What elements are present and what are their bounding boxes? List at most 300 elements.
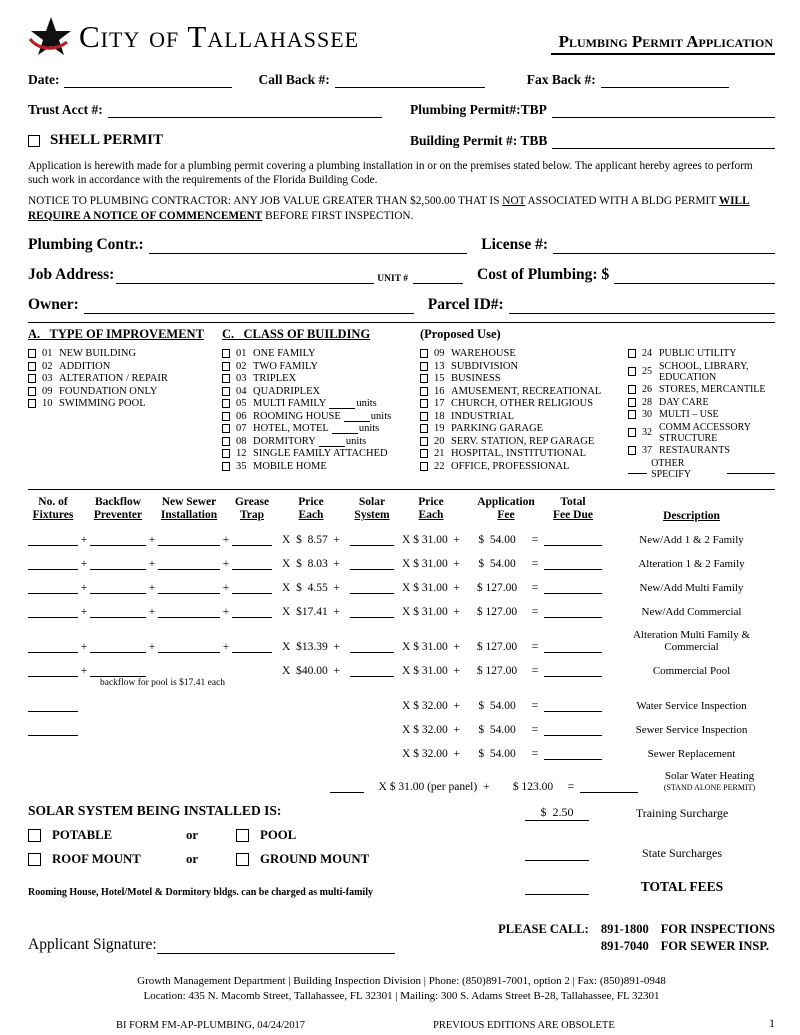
application-fee-value: $ 127.00: [476, 606, 518, 618]
license-label: License #:: [481, 236, 548, 253]
city-brand: [28, 16, 359, 58]
solar-price-value: X $ 31.00 +: [402, 665, 460, 677]
roof-mount-label: ROOF MOUNT: [52, 852, 141, 866]
job-address-label: Job Address:: [28, 266, 115, 283]
fee-description: Sewer Service Inspection: [635, 724, 748, 736]
fee-row-service: [28, 747, 775, 760]
application-fee-value: $ 54.00: [478, 558, 516, 570]
building-item[interactable]: 08 DORMITORY units: [222, 436, 420, 447]
backflow-blank[interactable]: [90, 664, 146, 677]
solar-price-value: X $ 31.00 +: [402, 641, 460, 653]
contractor-notice: NOTICE TO PLUMBING CONTRACTOR: ANY JOB VALUE GREATER THAN $2,500.00 THAT IS NOT ASSOCIATED WITH A BLDG PERMIT WILL REQUIRE A NOTICE OF COMMENCEMENT BEFORE FIRST INSPECTION.: [28, 195, 750, 222]
unit-line[interactable]: [413, 271, 463, 284]
price-each-value: X $ 8.03 +: [282, 558, 340, 570]
price-each-value: X $40.00 +: [282, 665, 340, 677]
equals-sign: =: [531, 582, 539, 594]
fixtures-blank[interactable]: [28, 557, 78, 570]
backflow-blank[interactable]: [90, 557, 146, 570]
use-item[interactable]: 17 CHURCH, OTHER RELIGIOUS: [420, 398, 628, 409]
sewer-blank[interactable]: [158, 533, 220, 546]
equals-sign: =: [567, 781, 575, 793]
col-sewer: New Sewer Installation: [160, 496, 218, 521]
item-checkbox[interactable]: [222, 437, 230, 446]
application-fee-value: $ 54.00: [478, 700, 516, 712]
solar-price-value: X $ 31.00 +: [402, 534, 460, 546]
surcharges-column: [460, 803, 775, 898]
fee-row-solar-heating: [28, 771, 775, 793]
fee-description: Commercial Pool: [652, 665, 731, 677]
item-checkbox[interactable]: [28, 374, 36, 383]
fee-row: [28, 557, 775, 570]
solar-system-section: [28, 803, 460, 898]
footer-line-2: Location: 435 N. Macomb Street, Tallahassee, FL 32301 | Mailing: 300 S. Adams Street B-28, Tallahassee, FL 32301: [143, 990, 660, 1002]
solar-blank[interactable]: [350, 557, 394, 570]
plus-sign: +: [148, 606, 156, 618]
panel-count-blank[interactable]: [330, 780, 364, 793]
item-checkbox[interactable]: [628, 349, 636, 358]
grease-blank[interactable]: [232, 581, 272, 594]
faxback-label: Fax Back #:: [526, 72, 596, 87]
item-checkbox[interactable]: [628, 385, 636, 394]
other-specify-blank[interactable]: [727, 464, 775, 474]
please-call-block: [498, 922, 775, 954]
item-checkbox[interactable]: [28, 387, 36, 396]
fee-row-service: [28, 723, 775, 736]
price-each-value: X $ 4.55 +: [282, 582, 340, 594]
price-each-value: X $ 8.57 +: [282, 534, 340, 546]
trust-acct-line[interactable]: [108, 105, 382, 118]
plus-sign: +: [148, 582, 156, 594]
sewer-blank[interactable]: [158, 605, 220, 618]
fee-description: New/Add 1 & 2 Family: [639, 534, 744, 546]
col-grease: Grease Trap: [234, 496, 270, 521]
units-field: units: [344, 411, 391, 422]
fee-row: [28, 581, 775, 594]
solar-blank[interactable]: [350, 664, 394, 677]
use-item[interactable]: 13 SUBDIVISION: [420, 361, 628, 372]
building-permit-line[interactable]: [552, 136, 775, 149]
sewer-phone: 891-7040: [600, 939, 649, 953]
plus-sign: +: [80, 582, 88, 594]
equals-sign: =: [531, 558, 539, 570]
building-column: [222, 348, 420, 481]
use-item[interactable]: 30 MULTI – USE: [628, 409, 775, 420]
top-row-1: [28, 72, 775, 88]
fixtures-blank[interactable]: [28, 581, 78, 594]
building-item[interactable]: 03 TRIPLEX: [222, 373, 420, 384]
total-fee-blank[interactable]: [544, 533, 602, 546]
solar-price-value: X $ 31.00 +: [402, 558, 460, 570]
improvement-item[interactable]: 09 FOUNDATION ONLY: [28, 386, 222, 397]
fixtures-blank[interactable]: [28, 640, 78, 653]
other-specify-item[interactable]: [628, 458, 775, 480]
building-item[interactable]: 01 ONE FAMILY: [222, 348, 420, 359]
plus-sign: +: [80, 641, 88, 653]
item-checkbox[interactable]: [420, 437, 428, 446]
ground-mount-checkbox[interactable]: [236, 853, 249, 866]
col-application-fee: Application Fee: [477, 496, 535, 521]
price-each-value: X $17.41 +: [282, 606, 340, 618]
backflow-blank[interactable]: [90, 640, 146, 653]
state-surcharges-row: [460, 846, 775, 861]
equals-sign: =: [531, 724, 539, 736]
units-blank[interactable]: [319, 437, 345, 447]
total-fees-row: [460, 879, 775, 895]
fee-row: [28, 605, 775, 618]
section-c-title: C. CLASS OF BUILDING: [222, 327, 371, 341]
item-checkbox[interactable]: [628, 446, 636, 455]
plus-sign: +: [148, 534, 156, 546]
col-price-each: Price Each: [298, 496, 324, 521]
plus-sign: +: [80, 606, 88, 618]
form-id-row: [28, 1016, 775, 1031]
item-checkbox[interactable]: [222, 462, 230, 471]
price-each-value: X $ 32.00 +: [402, 748, 460, 760]
bottom-region: [28, 803, 775, 898]
grease-blank[interactable]: [232, 557, 272, 570]
faxback-line[interactable]: [601, 75, 729, 88]
quantity-blank[interactable]: [28, 723, 78, 736]
price-each-value: X $ 31.00 (per panel) +: [378, 781, 490, 793]
plus-sign: +: [222, 606, 230, 618]
total-fee-blank[interactable]: [544, 664, 602, 677]
col-fixtures: No. of Fixtures: [32, 496, 74, 521]
callback-label: Call Back #:: [258, 72, 330, 87]
item-checkbox[interactable]: [222, 449, 230, 458]
fee-rows: [28, 533, 775, 653]
plumbing-contr-line[interactable]: [149, 241, 468, 254]
training-surcharge-row: [460, 805, 775, 821]
footer: [28, 974, 775, 1004]
equals-sign: =: [531, 534, 539, 546]
plus-sign: +: [222, 582, 230, 594]
classification-grid: [28, 348, 775, 481]
item-checkbox[interactable]: [222, 424, 230, 433]
quantity-blank[interactable]: [28, 699, 78, 712]
pool-backflow-note: backflow for pool is $17.41 each: [100, 678, 226, 688]
item-checkbox[interactable]: [28, 399, 36, 408]
trust-acct-label: Trust Acct #:: [28, 102, 103, 117]
plus-sign: +: [222, 641, 230, 653]
proposed-use-title: (Proposed Use): [420, 327, 501, 341]
top-row-3: [28, 132, 775, 149]
classification-titles: [28, 327, 775, 342]
plus-sign: +: [80, 534, 88, 546]
application-fee-value: $ 123.00: [512, 781, 554, 793]
building-item[interactable]: 12 SINGLE FAMILY ATTACHED: [222, 448, 420, 459]
backflow-blank[interactable]: [90, 581, 146, 594]
form-id: BI FORM FM-AP-PLUMBING, 04/24/2017: [116, 1020, 306, 1031]
item-checkbox[interactable]: [222, 412, 230, 421]
item-checkbox[interactable]: [420, 412, 428, 421]
total-fee-blank[interactable]: [544, 605, 602, 618]
item-checkbox[interactable]: [222, 374, 230, 383]
stand-alone-note: (STAND ALONE PERMIT): [663, 783, 756, 792]
item-checkbox[interactable]: [420, 349, 428, 358]
application-fee-value: $ 54.00: [478, 534, 516, 546]
use-item[interactable]: 37 RESTAURANTS: [628, 445, 775, 456]
price-each-value: X $ 32.00 +: [402, 700, 460, 712]
grease-blank[interactable]: [232, 533, 272, 546]
plumbing-permit-label: Plumbing Permit#:TBP: [410, 102, 547, 117]
fee-row-service: [28, 699, 775, 712]
application-fee-value: $ 127.00: [476, 665, 518, 677]
item-checkbox[interactable]: [420, 362, 428, 371]
shell-permit-label: SHELL PERMIT: [50, 132, 163, 148]
license-line[interactable]: [553, 241, 775, 254]
item-checkbox[interactable]: [628, 410, 636, 419]
solar-price-value: X $ 31.00 +: [402, 606, 460, 618]
use-item[interactable]: 22 OFFICE, PROFESSIONAL: [420, 461, 628, 472]
units-field: units: [329, 398, 376, 409]
item-checkbox[interactable]: [420, 399, 428, 408]
total-fee-blank[interactable]: [544, 640, 602, 653]
col-total-fee-due: Total Fee Due: [553, 496, 593, 521]
total-fee-blank[interactable]: [544, 581, 602, 594]
pool-option[interactable]: [236, 828, 296, 843]
use-column-1: [420, 348, 628, 481]
item-checkbox[interactable]: [222, 399, 230, 408]
ground-mount-label: GROUND MOUNT: [260, 852, 370, 866]
price-each-value: X $13.39 +: [282, 641, 340, 653]
sewer-blank[interactable]: [158, 581, 220, 594]
job-address-row: [28, 266, 775, 284]
item-checkbox[interactable]: [222, 349, 230, 358]
signature-section: [28, 922, 775, 954]
plus-sign: +: [80, 558, 88, 570]
plus-sign: +: [222, 558, 230, 570]
owner-row: [28, 296, 775, 314]
fixtures-blank[interactable]: [28, 664, 78, 677]
city-title: City of Tallahassee: [79, 19, 360, 54]
section-a-title: A. TYPE OF IMPROVEMENT: [28, 327, 204, 341]
improvement-item[interactable]: 01 NEW BUILDING: [28, 348, 222, 359]
cost-label: Cost of Plumbing: $: [477, 266, 610, 283]
building-item[interactable]: 07 HOTEL, MOTEL units: [222, 423, 420, 434]
plus-sign: +: [222, 534, 230, 546]
use-item[interactable]: 24 PUBLIC UTILITY: [628, 348, 775, 359]
item-checkbox[interactable]: [222, 387, 230, 396]
fee-description: Water Service Inspection: [636, 700, 747, 712]
plumbing-permit-line[interactable]: [552, 105, 775, 118]
unit-label: UNIT #: [377, 274, 408, 284]
divider: [28, 322, 775, 323]
contractor-row: [28, 236, 775, 254]
fee-description: Alteration 1 & 2 Family: [638, 558, 745, 570]
col-description: Description: [663, 510, 720, 522]
application-fee-value: $ 127.00: [476, 582, 518, 594]
total-fee-blank[interactable]: [544, 747, 602, 760]
units-blank[interactable]: [329, 399, 355, 409]
signature-line[interactable]: [157, 941, 395, 954]
service-rows: [28, 699, 775, 760]
footer-line-1: Growth Management Department | Building Inspection Division | Phone: (850)891-7001, option 2 | Fax: (850)891-0948: [137, 975, 666, 987]
fixtures-blank[interactable]: [28, 533, 78, 546]
use-item[interactable]: 20 SERV. STATION, REP GARAGE: [420, 436, 628, 447]
price-each-value: X $ 32.00 +: [402, 724, 460, 736]
equals-sign: =: [531, 700, 539, 712]
roof-mount-option[interactable]: [28, 852, 186, 867]
agreement-text: Application is herewith made for a plumbing permit covering a plumbing installation in or on the premises stated below. The applicant hereby agrees to perform such work in accordance with the requirements of the Florida Building Code.: [28, 160, 753, 186]
grease-blank[interactable]: [232, 640, 272, 653]
shell-permit-checkbox[interactable]: [28, 135, 40, 147]
training-surcharge-amount: $ 2.50: [525, 805, 589, 821]
fixtures-blank[interactable]: [28, 605, 78, 618]
item-checkbox[interactable]: [28, 349, 36, 358]
total-fee-blank[interactable]: [544, 557, 602, 570]
use-item[interactable]: 26 STORES, MERCANTILE: [628, 384, 775, 395]
equals-sign: =: [531, 665, 539, 677]
solar-price-value: X $ 31.00 +: [402, 582, 460, 594]
sewer-blank[interactable]: [158, 640, 220, 653]
units-field: units: [332, 423, 379, 434]
training-surcharge-label: Training Surcharge: [635, 806, 729, 820]
divider: [28, 489, 775, 490]
plus-sign: +: [80, 665, 88, 677]
plumbing-contr-label: Plumbing Contr.:: [28, 236, 144, 253]
improvement-item[interactable]: 10 SWIMMING POOL: [28, 398, 222, 409]
solar-blank[interactable]: [350, 581, 394, 594]
application-fee-value: $ 54.00: [478, 748, 516, 760]
fee-description: New/Add Commercial: [641, 606, 742, 618]
total-fee-blank[interactable]: [580, 780, 638, 793]
use-item[interactable]: 16 AMUSEMENT, RECREATIONAL: [420, 386, 628, 397]
application-fee-value: $ 127.00: [476, 641, 518, 653]
item-checkbox[interactable]: [628, 367, 636, 376]
solar-row-1: [28, 828, 460, 843]
inspections-label: FOR INSPECTIONS: [660, 922, 775, 936]
item-checkbox[interactable]: [628, 428, 636, 437]
fee-description: New/Add Multi Family: [639, 582, 744, 594]
potable-option[interactable]: [28, 828, 186, 843]
other-specify-label: OTHER SPECIFY: [651, 457, 692, 480]
fee-description: Solar Water Heating (STAND ALONE PERMIT): [663, 770, 756, 792]
building-permit-label: Building Permit #: TBB: [410, 133, 548, 148]
page-number: 1: [769, 1016, 775, 1030]
callback-line[interactable]: [335, 75, 485, 88]
solar-section-title: SOLAR SYSTEM BEING INSTALLED IS:: [28, 803, 282, 818]
potable-checkbox[interactable]: [28, 829, 41, 842]
form-header: [28, 16, 775, 58]
item-checkbox[interactable]: [628, 398, 636, 407]
fee-description: Alteration Multi Family & Commercial: [632, 629, 751, 653]
date-line[interactable]: [64, 75, 232, 88]
building-item[interactable]: 06 ROOMING HOUSE units: [222, 411, 420, 422]
state-surcharges-blank[interactable]: [525, 848, 589, 861]
use-item[interactable]: 21 HOSPITAL, INSTITUTIONAL: [420, 448, 628, 459]
improvement-item[interactable]: 02 ADDITION: [28, 361, 222, 372]
fee-description: Sewer Replacement: [647, 748, 736, 760]
col-price-each-2: Price Each: [418, 496, 444, 521]
applicant-signature-label: Applicant Signature:: [28, 936, 157, 953]
use-item[interactable]: 25 SCHOOL, LIBRARY, EDUCATION: [628, 361, 775, 383]
application-fee-value: $ 54.00: [478, 724, 516, 736]
equals-sign: =: [531, 748, 539, 760]
solar-blank[interactable]: [350, 605, 394, 618]
item-checkbox[interactable]: [420, 462, 428, 471]
owner-label: Owner:: [28, 296, 79, 313]
total-fee-blank[interactable]: [544, 723, 602, 736]
use-item[interactable]: 18 INDUSTRIAL: [420, 411, 628, 422]
plus-sign: +: [148, 558, 156, 570]
plus-sign: +: [148, 641, 156, 653]
cost-line[interactable]: [614, 271, 775, 284]
inspections-phone: 891-1800: [600, 922, 649, 936]
use-item[interactable]: 09 WAREHOUSE: [420, 348, 628, 359]
date-label: Date:: [28, 72, 60, 87]
units-blank[interactable]: [332, 424, 358, 434]
solar-row-2: [28, 852, 460, 867]
form-title: Plumbing Permit Application: [551, 32, 775, 55]
state-surcharges-label: State Surcharges: [641, 846, 723, 860]
item-checkbox[interactable]: [420, 374, 428, 383]
fee-row: [28, 629, 775, 653]
pool-label: POOL: [260, 828, 297, 842]
notice-commencement: WILL REQUIRE A NOTICE OF COMMENCEMENT: [28, 195, 750, 222]
solar-blank[interactable]: [350, 533, 394, 546]
units-field: units: [319, 436, 366, 447]
other-code-blank[interactable]: [628, 464, 647, 474]
total-fees-label: TOTAL FEES: [640, 879, 724, 894]
owner-line[interactable]: [84, 301, 414, 314]
improvement-column: [28, 348, 222, 481]
col-backflow: Backflow Preventer: [93, 496, 143, 521]
total-fees-blank[interactable]: [525, 882, 589, 895]
solar-blank[interactable]: [350, 640, 394, 653]
city-logo-star-icon: [28, 16, 74, 58]
equals-sign: =: [531, 606, 539, 618]
grease-blank[interactable]: [232, 605, 272, 618]
total-fee-blank[interactable]: [544, 699, 602, 712]
pool-checkbox[interactable]: [236, 829, 249, 842]
item-checkbox[interactable]: [420, 449, 428, 458]
fee-table-header: [28, 496, 775, 522]
units-blank[interactable]: [344, 412, 370, 422]
roof-mount-checkbox[interactable]: [28, 853, 41, 866]
building-item[interactable]: 04 QUADRIPLEX: [222, 386, 420, 397]
use-item[interactable]: 32 COMM ACCESSORY STRUCTURE: [628, 422, 775, 444]
backflow-blank[interactable]: [90, 605, 146, 618]
parcel-line[interactable]: [509, 301, 775, 314]
use-item[interactable]: 15 BUSINESS: [420, 373, 628, 384]
use-item[interactable]: 28 DAY CARE: [628, 397, 775, 408]
please-call-label: PLEASE CALL:: [498, 922, 589, 936]
notice-not: NOT: [502, 195, 526, 207]
use-column-2: [628, 348, 775, 481]
fee-row-commercial-pool: [28, 664, 775, 677]
potable-label: POTABLE: [52, 828, 113, 842]
sewer-blank[interactable]: [158, 557, 220, 570]
item-checkbox[interactable]: [420, 387, 428, 396]
ground-mount-option[interactable]: [236, 852, 369, 867]
building-item[interactable]: 02 TWO FAMILY: [222, 361, 420, 372]
job-address-line[interactable]: [116, 271, 374, 284]
obsolete-note: PREVIOUS EDITIONS ARE OBSOLETE: [433, 1020, 615, 1031]
item-checkbox[interactable]: [28, 362, 36, 371]
backflow-blank[interactable]: [90, 533, 146, 546]
multi-family-footnote: Rooming House, Hotel/Motel & Dormitory bldgs. can be charged as multi-family: [28, 887, 373, 898]
parcel-label: Parcel ID#:: [427, 296, 504, 313]
building-item[interactable]: 05 MULTI FAMILY units: [222, 398, 420, 409]
sewer-label: FOR SEWER INSP.: [660, 939, 769, 953]
item-checkbox[interactable]: [420, 424, 428, 433]
improvement-item[interactable]: 03 ALTERATION / REPAIR: [28, 373, 222, 384]
or-label: or: [186, 828, 199, 842]
building-item[interactable]: 35 MOBILE HOME: [222, 461, 420, 472]
use-item[interactable]: 19 PARKING GARAGE: [420, 423, 628, 434]
item-checkbox[interactable]: [222, 362, 230, 371]
col-solar: Solar System: [354, 496, 390, 521]
